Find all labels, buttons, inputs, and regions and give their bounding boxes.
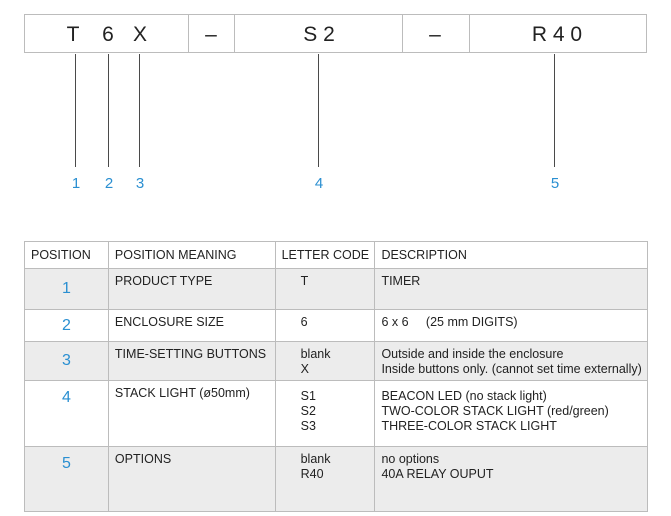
table-header-row — [25, 242, 648, 269]
divider — [402, 15, 403, 52]
part-dash-1: – — [205, 23, 217, 46]
meaning-text: TIME-SETTING BUTTONS — [114, 347, 267, 361]
part-number-box — [24, 14, 647, 53]
part-char-3: X — [132, 23, 147, 46]
description-text: 40A RELAY OUPUT — [381, 467, 494, 481]
table-row — [25, 342, 648, 381]
code-cell — [275, 342, 375, 381]
meaning-text: OPTIONS — [114, 452, 172, 466]
code-cell — [275, 381, 375, 447]
code-text: blank — [300, 347, 331, 361]
leader-line-3 — [139, 54, 140, 167]
meaning-cell — [108, 381, 275, 447]
position-cell — [25, 381, 109, 447]
meaning-cell — [108, 447, 275, 512]
part-char-1: T — [66, 23, 80, 46]
description-text: no options — [381, 452, 440, 466]
description-text: BEACON LED (no stack light) — [381, 389, 547, 403]
callout-4: 4 — [314, 175, 324, 192]
code-text: X — [300, 362, 309, 376]
code-text: T — [300, 274, 309, 288]
description-text: TIMER — [381, 274, 421, 288]
code-text: R40 — [300, 467, 324, 481]
callout-2: 2 — [104, 175, 114, 192]
code-cell — [275, 310, 375, 342]
meaning-cell — [108, 269, 275, 310]
header-position: POSITION — [25, 242, 109, 269]
description-cell — [375, 310, 648, 342]
code-text: S2 — [300, 404, 316, 418]
meaning-text: STACK LIGHT (ø50mm) — [114, 386, 250, 400]
table-row — [25, 381, 648, 447]
callout-3: 3 — [135, 175, 145, 192]
position-number: 1 — [62, 280, 71, 297]
description-cell — [375, 447, 648, 512]
code-cell — [275, 447, 375, 512]
leader-line-5 — [554, 54, 555, 167]
code-cell — [275, 269, 375, 310]
divider — [234, 15, 235, 52]
header-description: DESCRIPTION — [375, 242, 648, 269]
description-text: 6 x 6 (25 mm DIGITS) — [381, 315, 518, 329]
code-text: S1 — [300, 389, 316, 403]
part-segment-3: R 4 0 — [531, 23, 583, 46]
description-text: TWO-COLOR STACK LIGHT (red/green) — [381, 404, 609, 418]
position-cell — [25, 447, 109, 512]
leader-line-2 — [108, 54, 109, 167]
description-cell — [375, 381, 648, 447]
callout-1: 1 — [71, 175, 81, 192]
description-cell — [375, 269, 648, 310]
code-text: 6 — [300, 315, 308, 329]
description-text: THREE-COLOR STACK LIGHT — [381, 419, 557, 433]
meaning-cell — [108, 342, 275, 381]
divider — [469, 15, 470, 52]
position-number: 2 — [62, 316, 71, 334]
position-cell — [25, 310, 109, 342]
description-text: Outside and inside the enclosure — [381, 347, 564, 361]
header-letter-code: LETTER CODE — [275, 242, 375, 269]
leader-line-1 — [75, 54, 76, 167]
description-cell — [375, 342, 648, 381]
part-dash-2: – — [429, 23, 441, 46]
table-row — [25, 269, 648, 310]
part-char-2: 6 — [102, 23, 114, 46]
table-row — [25, 310, 648, 342]
position-number: 3 — [62, 352, 71, 369]
leader-line-4 — [318, 54, 319, 167]
meaning-text: ENCLOSURE SIZE — [114, 315, 224, 329]
callout-5: 5 — [550, 175, 560, 192]
meaning-text: PRODUCT TYPE — [114, 274, 213, 288]
meaning-cell — [108, 310, 275, 342]
code-text: S3 — [300, 419, 316, 433]
ordering-code-table — [24, 241, 648, 512]
description-text: Inside buttons only. (cannot set time externally) — [381, 362, 642, 376]
table-row — [25, 447, 648, 512]
position-cell — [25, 269, 109, 310]
divider — [188, 15, 189, 52]
position-number: 4 — [62, 389, 71, 406]
part-segment-2: S 2 — [303, 23, 335, 46]
position-number: 5 — [62, 455, 71, 472]
header-position-meaning: POSITION MEANING — [108, 242, 275, 269]
position-cell — [25, 342, 109, 381]
code-text: blank — [300, 452, 331, 466]
